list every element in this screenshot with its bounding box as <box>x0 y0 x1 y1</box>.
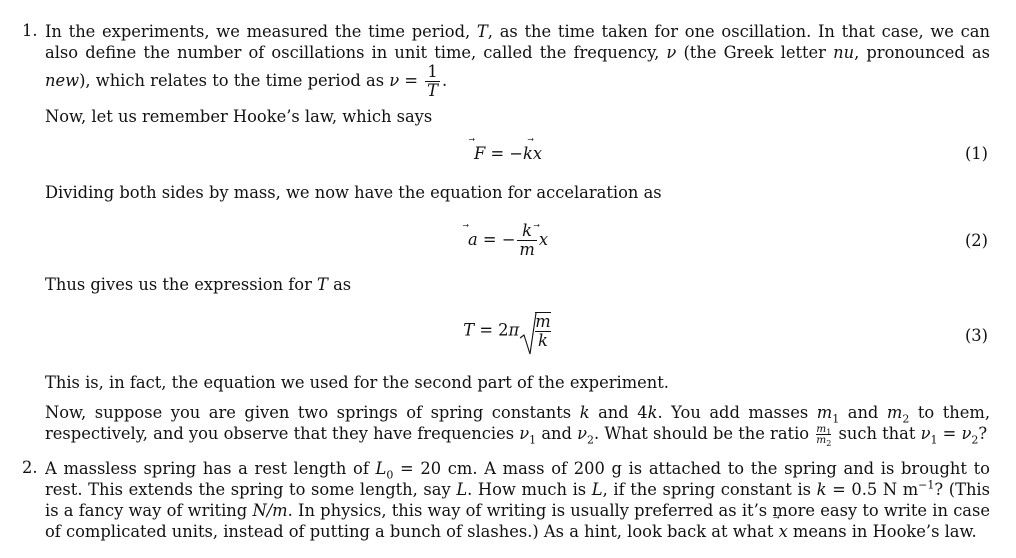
intro-text-e: ), which relates to the time period as <box>79 71 390 90</box>
thus-text: Thus gives us the expression for T as <box>45 275 352 294</box>
item-number-1: 1. <box>22 21 38 40</box>
item1-intro-paragraph: In the experiments, we measured the time period, T, as the time taken for one oscillation. In that case, we can also define the number of oscillations in unit time, called the frequency, ν (the Greek letter nu, pronounced as new), which relates to the time period as ν = $\frac{1}{T}$ . <box>45 22 990 100</box>
intro-text-a: In the experiments, we measured the time period, <box>45 22 477 41</box>
fact-text: This is, in fact, the equation we used for the second part of the experiment. <box>45 373 669 392</box>
spring-question: Now, suppose you are given two springs of spring constants k and 4k. You add masses $m_1$ and $m_2$ to them, respectively, and you observe that they have frequencies $\nu_1$ and $\nu_2$. What should be the ratio $\frac{m_1}{m_2}$ such that $\nu_1 = \nu_2$? <box>45 403 991 449</box>
hooke-law-formula: F ⃗ = −kx ⃗ <box>0 142 1016 166</box>
new-word: new <box>45 71 80 90</box>
equation-2-number: (2) <box>964 231 988 250</box>
intro-text-b: , as the time taken for one oscillation. In that case, we can also define the number of oscillations in unit time, called the frequency, <box>45 22 990 62</box>
dividing-text: Dividing both sides by mass, we now have the equation for accelaration as <box>45 183 662 202</box>
equation-1-number: (1) <box>964 144 988 163</box>
period-formula: T = 2π $\frac{m}{k}$ <box>0 312 1016 350</box>
spring-problem-paragraph: A massless spring has a rest length of $L_0 = 20$ cm. A mass of 200 g is attached to the spring and is brought to rest. This extends the spring to some length, say L. How much is L, if the spring constant is k = 0.5 N $m^{-1}$? (This is a fancy way of writing N/m. In physics, this way of writing is usually preferred as it’s more easy to write in case of complicated units, instead of putting a bunch of slashes.) As a hint, look back at what x ⃗ means in Hooke’s law. <box>45 458 990 542</box>
equation-3-number: (3) <box>964 326 988 345</box>
item-number-2: 2. <box>22 458 38 477</box>
equation-3 <box>0 312 1016 360</box>
intro-text-c: (the Greek letter <box>676 43 834 62</box>
acceleration-formula: a ⃗ = − $\frac{k}{m}$ x ⃗ <box>0 222 1016 259</box>
nu-word: nu <box>833 43 855 62</box>
nu-fraction: $\frac{1}{T}$ <box>427 62 439 100</box>
hooke-intro-text: Now, let us remember Hooke’s law, which says <box>45 107 433 126</box>
equation-2 <box>0 220 1016 260</box>
intro-text-d: , pronounced as <box>854 43 990 62</box>
mass-ratio-fraction: $\frac{m_1}{m_2}$ <box>816 423 832 449</box>
equation-1 <box>0 142 1016 182</box>
sqrt-symbol: $\frac{m}{k}$ <box>519 312 552 350</box>
